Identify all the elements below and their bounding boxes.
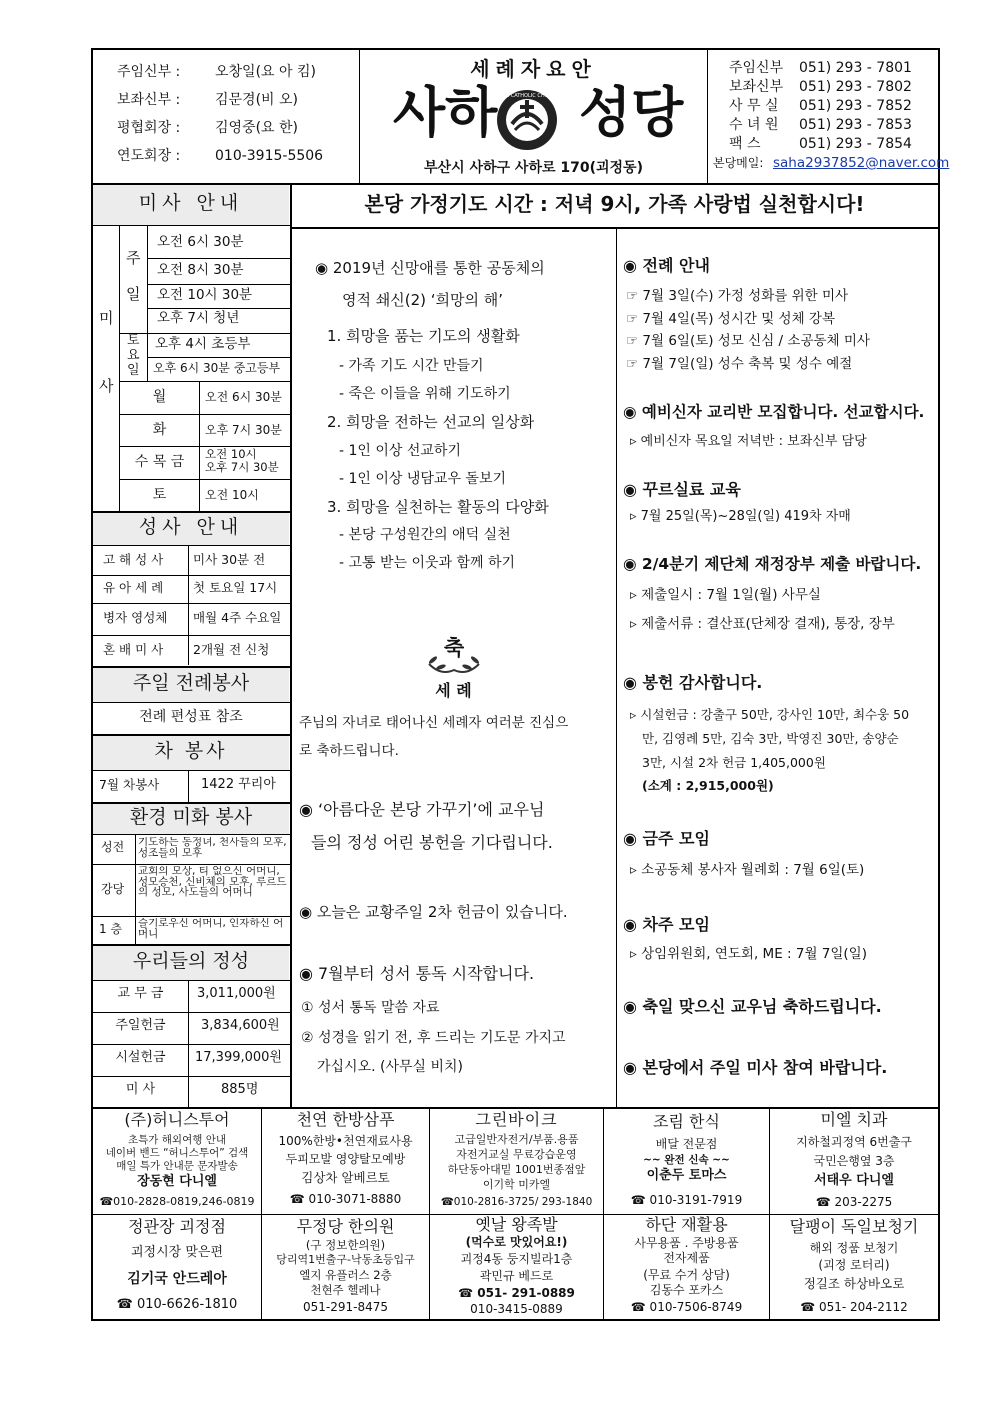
environment-place: 성전 (101, 840, 125, 854)
offering-value: 3,834,600원 (201, 1018, 280, 1033)
ad-line: 지하철괴정역 6번출구 (796, 1135, 912, 1149)
offering-value: 885명 (221, 1082, 259, 1097)
finance-head: ◉ 2/4분기 제단체 재정장부 제출 바랍니다. (623, 555, 922, 573)
ad-title: (주)허니스투어 (124, 1110, 230, 1129)
ad-line: (괴정 로터리) (818, 1258, 890, 1272)
ad-line: 해외 정품 보청기 (809, 1241, 899, 1255)
notice: ◉ ‘아름다운 본당 가꾸기’에 교우님 (299, 800, 545, 819)
sunday-label: 주 (126, 249, 141, 267)
church-name-right: 성당 (579, 81, 684, 144)
ad-title: 무정당 한의원 (296, 1217, 395, 1236)
weekday-label: 월 (152, 389, 167, 405)
finance-item: ▹ 제출일시 : 7월 1일(월) 사무실 (630, 587, 821, 603)
mass-time: 오후 7시 청년 (157, 310, 240, 326)
contact-phone: 051) 293 - 7852 (799, 98, 912, 114)
ad-phone: ☎ 010-3191-7919 (630, 1193, 743, 1207)
weekday-time: 오전 10시 (205, 488, 259, 502)
ad-line: ~~ 완전 신속 ~~ (643, 1154, 730, 1166)
ad-snail-hearing-aid (770, 1215, 938, 1319)
ad-title: 하단 재활용 (645, 1215, 728, 1234)
sunday-mass-notice: ◉ 본당에서 주일 미사 참여 바랍니다. (623, 1058, 888, 1077)
notice-item: ① 성서 통독 말씀 자료 (301, 1000, 440, 1016)
ad-phone: ☎ 051- 291-0889 (458, 1286, 575, 1300)
contact-label: 사 무 실 (729, 98, 779, 114)
mass-time: 오후 4시 초등부 (155, 336, 251, 352)
ad-line: 배달 전문점 (655, 1137, 718, 1151)
liturgy-guide-item: ☞ 7월 7일(일) 성수 축복 및 성수 예절 (626, 356, 853, 372)
vision-item: - 본당 구성원간의 애덕 실천 (339, 527, 511, 543)
ad-line: 전자제품 (663, 1251, 710, 1265)
header-label: 보좌신부 : (117, 92, 181, 108)
offering-name: 주일헌금 (115, 1018, 166, 1033)
ad-line: 두피모발 영양탈모예방 (285, 1152, 406, 1166)
vision-subtitle: 영적 쇄신(2) ‘희망의 해’ (342, 291, 504, 309)
contact-phone: 051) 293 - 7802 (799, 79, 912, 95)
liturgy-service-title: 주일 전례봉사 (132, 672, 250, 694)
ad-royal-jokbal (430, 1215, 603, 1319)
ad-phone: 051-291-8475 (302, 1300, 388, 1314)
emblem-text: SAHA CATHOLIC CHURCH (495, 93, 559, 99)
car-service-month: 7월 차봉사 (99, 777, 160, 792)
header-value: 오창일(요 아 킴) (215, 64, 316, 80)
ad-line: 매일 특가 안내문 문자발송 (116, 1160, 238, 1172)
liturgy-guide-head: ◉ 전례 안내 (623, 256, 710, 275)
sacrament-value: 첫 토요일 17시 (193, 580, 278, 595)
environment-value: 교회의 모상, 티 없으신 어머니, 성모승천, 신비체의 모후, 루르드의 성모, 사도들의 어머니 (138, 866, 287, 898)
weekday-label: 수 목 금 (134, 454, 185, 470)
donation-line: 만, 김영례 5만, 김숙 3만, 박영진 30만, 송양순 (642, 731, 899, 746)
offering-value: 17,399,000원 (195, 1050, 282, 1065)
mass-time: 오전 8시 30분 (157, 262, 244, 278)
mass-vertical-label: 사 (99, 377, 114, 395)
sacrament-value: 2개월 전 신청 (193, 642, 270, 657)
ad-phone: ☎010-2828-0819,246-0819 (99, 1195, 255, 1208)
cursillo-item: ▹ 7월 25일(목)~28일(일) 419차 자매 (630, 509, 851, 524)
contact-label: 주임신부 (729, 60, 784, 76)
notice: 들의 정성 어린 봉헌을 기다립니다. (311, 833, 553, 852)
church-emblem-icon (495, 88, 559, 152)
sacrament-value: 미사 30분 전 (193, 552, 266, 567)
ad-line: 당리역1번출구-낙동초등입구 (276, 1253, 415, 1266)
header-value: 김문경(비 오) (215, 92, 298, 108)
email-link[interactable]: saha2937852@naver.com (773, 155, 950, 171)
weekday-label: 토 (152, 487, 167, 503)
car-service-value: 1422 꾸리아 (201, 777, 276, 792)
ad-title: 옛날 왕족발 (475, 1215, 558, 1234)
environment-value: 슬기로우신 어머니, 인자하신 어머니 (138, 918, 284, 940)
ad-owner: 이기학 미카엘 (482, 1178, 551, 1191)
mass-time: 오후 6시 30분 중고등부 (153, 361, 281, 375)
sacrament-name: 혼 배 미 사 (103, 642, 164, 657)
this-week-head: ◉ 금주 모임 (623, 829, 710, 848)
patron-saint: 세례자요안 (470, 57, 597, 81)
environment-place: 강당 (101, 882, 125, 896)
ad-owner: 장동현 다니엘 (137, 1174, 217, 1189)
weekday-time: 오후 7시 30분 (205, 423, 282, 437)
celebration-text: 주님의 자녀로 태어나신 세례자 여러분 진심으 (299, 715, 569, 731)
ad-honeys-tour (93, 1108, 261, 1214)
vision-item: - 고통 받는 이웃과 함께 하기 (339, 555, 516, 571)
ad-herbal-shampoo (262, 1108, 429, 1214)
banner-title: 본당 가정기도 시간 : 저녁 9시, 가족 사랑법 실천합시다! (364, 192, 865, 216)
vision-item: - 가족 기도 시간 만들기 (339, 358, 484, 374)
ad-phone: ☎ 203-2275 (815, 1195, 893, 1209)
contact-phone: 051) 293 - 7801 (799, 60, 912, 76)
ad-mujeongdang-clinic (262, 1215, 429, 1319)
sacrament-value: 매월 4주 수요일 (193, 610, 282, 625)
ad-line: 자전거교실 무료강습운영 (456, 1148, 577, 1161)
ad-line: 괴정시장 맞은편 (130, 1245, 224, 1260)
ad-owner: 이춘두 토마스 (646, 1168, 727, 1183)
ad-line: 엘지 유플러스 2층 (299, 1268, 392, 1282)
ad-title: 그린바이크 (475, 1110, 558, 1129)
liturgy-guide-item: ☞ 7월 3일(수) 가정 성화를 위한 미사 (626, 288, 849, 304)
ad-green-bike (430, 1108, 603, 1214)
contact-phone: 051) 293 - 7853 (799, 117, 912, 133)
vision-item: - 1인 이상 선교하기 (339, 443, 461, 459)
contact-label: 보좌신부 (729, 79, 784, 95)
ad-line: 곽민규 베드로 (479, 1269, 554, 1283)
ad-line: 100%한방•천연재료사용 (278, 1134, 413, 1148)
sunday-label: 일 (126, 285, 141, 303)
ad-phone: ☎ 010-6626-1810 (116, 1297, 238, 1312)
header-label: 주임신부 : (117, 64, 181, 80)
vision-section-head: 1. 희망을 품는 기도의 생활화 (327, 327, 520, 345)
church-name-left: 사하 (393, 81, 498, 144)
ad-phone: ☎010-2816-3725/ 293-1840 (440, 1196, 593, 1208)
environment-value: 기도하는 동정녀, 천사들의 모후, 성조들의 모후 (138, 837, 287, 859)
ad-title: 미엘 치과 (820, 1110, 888, 1129)
mass-time: 오전 10시 30분 (157, 287, 253, 303)
finance-item: ▹ 제출서류 : 결산표(단체장 결재), 통장, 장부 (630, 616, 895, 632)
vision-section-head: 2. 희망을 전하는 선교의 일상화 (327, 413, 535, 431)
environment-place: 1 층 (99, 922, 123, 936)
sacrament-name: 고 해 성 사 (103, 552, 164, 567)
this-week-item: ▹ 소공동체 봉사자 월례회 : 7월 6일(토) (630, 862, 865, 878)
donation-line: ▹ 시설헌금 : 강출구 50만, 강사인 10만, 최수웅 50 (630, 707, 910, 722)
ad-line: (구 정보한의원) (305, 1238, 386, 1252)
ad-title: 조림 한식 (653, 1112, 720, 1131)
offering-title: 우리들의 정성 (132, 950, 250, 972)
sacrament-title: 성사 안내 (138, 516, 244, 538)
offering-name: 교 무 금 (117, 986, 164, 1001)
ad-line: 천현주 헬레나 (310, 1283, 381, 1297)
header-label: 평협회장 : (117, 120, 181, 136)
ad-line: (무료 수거 상담) (643, 1268, 730, 1282)
ad-jeonggwanjang (93, 1215, 261, 1319)
cursillo-head: ◉ 꾸르실료 교육 (623, 480, 741, 499)
saturday-label: 요 (127, 348, 140, 363)
donation-line: 3만, 시설 2차 헌금 1,405,000원 (642, 755, 826, 770)
liturgy-guide-item: ☞ 7월 6일(토) 성모 신심 / 소공동체 미사 (626, 333, 870, 349)
feast-notice: ◉ 축일 맞으신 교우님 축하드립니다. (623, 997, 882, 1016)
sacrament-name: 유 아 세 례 (103, 580, 164, 595)
ad-title: 정관장 괴정점 (128, 1217, 226, 1236)
ad-owner: 서태우 다니엘 (814, 1173, 894, 1188)
saturday-label: 일 (127, 363, 140, 378)
celebration-title: 세 례 (435, 681, 472, 700)
vision-section-head: 3. 희망을 실천하는 활동의 다양화 (327, 498, 549, 516)
mass-vertical-label: 미 (99, 309, 114, 327)
ad-line: 사무용품 . 주방용품 (634, 1236, 739, 1250)
ad-line: 국민은행옆 3층 (813, 1154, 895, 1168)
contact-label: 팩 스 (729, 136, 761, 152)
ad-phone: ☎ 010-3071-8880 (289, 1192, 402, 1206)
celebration-text: 로 축하드립니다. (299, 743, 399, 759)
next-week-item: ▹ 상임위원회, 연도회, ME : 7월 7일(일) (630, 946, 867, 962)
donation-subtotal: (소계 : 2,915,000원) (642, 778, 774, 793)
donation-head: ◉ 봉헌 감사합니다. (623, 673, 763, 692)
notice: ◉ 7월부터 성서 통독 시작합니다. (299, 964, 535, 983)
ad-line: 하단동아대밑 1001번종점앞 (447, 1163, 586, 1176)
mass-title: 미사 안내 (138, 192, 244, 214)
mass-time: 오전 6시 30분 (157, 234, 244, 250)
email-label: 본당메일: (713, 156, 764, 170)
ad-line: 네이버 밴드 “허니스투어” 검색 (105, 1147, 249, 1159)
offering-name: 시설헌금 (115, 1050, 166, 1065)
environment-title: 환경 미화 봉사 (129, 806, 253, 828)
header-label: 연도회장 : (117, 148, 181, 164)
contact-phone: 051) 293 - 7854 (799, 136, 912, 152)
ad-owner: 김기국 안드레아 (127, 1271, 227, 1287)
ad-line: 김동수 포카스 (649, 1283, 724, 1297)
bulletin-sheet (91, 48, 950, 1321)
ad-jorim-hansik (604, 1108, 769, 1214)
ad-hadan-recycle (604, 1215, 769, 1319)
celebration-glyph: 축 (443, 636, 465, 660)
ad-owner: 김상차 알베르토 (301, 1170, 390, 1185)
contact-label: 수 녀 원 (729, 117, 779, 133)
weekday-label: 화 (152, 422, 167, 438)
liturgy-service-value: 전례 편성표 참조 (139, 709, 243, 725)
ad-title: 달팽이 독일보청기 (789, 1217, 919, 1236)
ad-line: 정길조 하상바오로 (803, 1276, 905, 1291)
liturgy-guide-item: ☞ 7월 4일(목) 성시간 및 성체 강복 (626, 311, 836, 327)
notice-item: ② 성경을 읽기 전, 후 드리는 기도문 가지고 (301, 1030, 566, 1046)
car-service-title: 차 봉사 (154, 740, 228, 762)
header-value: 010-3915-5506 (215, 148, 324, 164)
catechumen-head: ◉ 예비신자 교리반 모집합니다. 선교합시다. (623, 403, 925, 421)
vision-item: - 1인 이상 냉담교우 돌보기 (339, 471, 506, 487)
ad-phone: 010-3415-0889 (470, 1302, 563, 1316)
offering-value: 3,011,000원 (197, 986, 276, 1001)
ad-line: 괴정4동 둥지빌라1층 (460, 1252, 573, 1266)
ad-phone: ☎ 051- 204-2112 (800, 1300, 908, 1314)
next-week-head: ◉ 차주 모임 (623, 915, 710, 934)
sacrament-name: 병자 영성체 (103, 610, 168, 625)
ad-miel-dental (770, 1108, 938, 1214)
ad-phone: ☎ 010-7506-8749 (630, 1300, 743, 1314)
church-address: 부산시 사하구 사하로 170(괴정동) (424, 160, 643, 176)
notice: ◉ 오늘은 교황주일 2차 헌금이 있습니다. (299, 903, 568, 921)
vision-item: - 죽은 이들을 위해 기도하기 (339, 386, 511, 402)
ad-line: 고급일반자전거/부품.용품 (454, 1133, 579, 1146)
vision-title: ◉ 2019년 신망애를 통한 공동체의 (315, 259, 545, 277)
ad-line: 초특가 해외여행 안내 (128, 1134, 226, 1146)
catechumen-item: ▹ 예비신자 목요일 저녁반 : 보좌신부 담당 (630, 434, 867, 449)
saturday-label: 토 (127, 333, 140, 348)
weekday-time: 오전 6시 30분 (205, 390, 282, 404)
offering-name: 미 사 (125, 1082, 156, 1097)
notice-item: 가십시오. (사무실 비치) (317, 1059, 463, 1075)
header-value: 김영중(요 한) (215, 120, 298, 136)
ad-title: 천연 한방삼푸 (296, 1110, 395, 1129)
weekday-time: 오전 10시 오후 7시 30분 (205, 447, 279, 474)
ad-line: (먹수로 맛있어요!) (465, 1235, 568, 1249)
